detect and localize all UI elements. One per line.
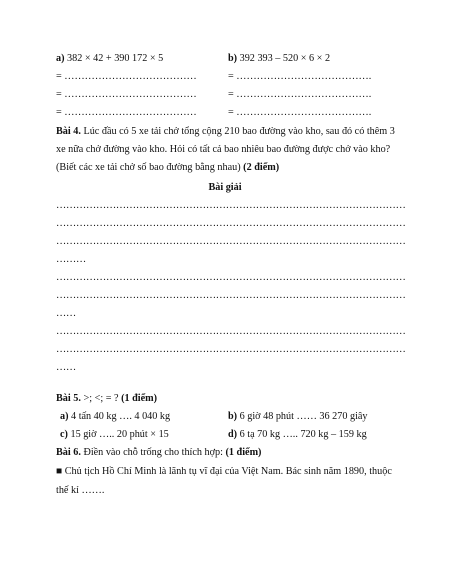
answer-line-a1: = ………………………………… bbox=[56, 71, 197, 82]
dotted-line-5: …………………………………………………………………………………………… bbox=[56, 290, 406, 301]
bai4-points: (2 điểm) bbox=[243, 162, 280, 173]
bai5-a-label: a) bbox=[60, 411, 69, 422]
bai4-text1: Lúc đầu có 5 xe tải chở tổng cộng 210 bao đường vào kho, sau đó có thêm 3 bbox=[80, 126, 395, 137]
bai5-item-c bbox=[60, 429, 169, 442]
bai6-line1 bbox=[56, 466, 392, 479]
bai5-d-text: 6 tạ 70 kg ….. 720 kg – 159 kg bbox=[237, 429, 367, 440]
bai5-b-text: 6 giờ 48 phút …… 36 270 giây bbox=[237, 411, 368, 422]
bai4-text3: (Biết các xe tải chở số bao đường bằng nhau) bbox=[56, 162, 244, 173]
expr-b-text: 392 393 – 520 × 6 × 2 bbox=[239, 53, 331, 64]
expr-a-label: a) bbox=[56, 53, 65, 64]
bai4-title: Bài 4. bbox=[56, 126, 81, 137]
expr-a bbox=[56, 53, 163, 66]
bai5-b-label: b) bbox=[228, 411, 238, 422]
bai4-line3 bbox=[56, 162, 279, 175]
dotted-line-4: …………………………………………………………………………………………… bbox=[56, 272, 406, 283]
bai5-d-label: d) bbox=[228, 429, 238, 440]
bai6-points: (1 điểm) bbox=[225, 447, 262, 458]
bai5-a-text: 4 tấn 40 kg …. 4 040 kg bbox=[68, 411, 171, 422]
answer-line-b1: = …………………………………. bbox=[228, 71, 372, 82]
bai5-prompt: >; <; = ? bbox=[80, 393, 122, 404]
solution-heading bbox=[0, 182, 450, 195]
dotted-line-short-2: …… bbox=[56, 308, 76, 319]
expr-b bbox=[228, 53, 330, 66]
bullet-icon: ■ bbox=[56, 466, 63, 477]
bai6-line2: thế kỉ ……. bbox=[56, 485, 105, 496]
bai5-c-label: c) bbox=[60, 429, 68, 440]
bai5-item-a bbox=[60, 411, 170, 424]
bai6-heading bbox=[56, 447, 261, 460]
dotted-line-6: …………………………………………………………………………………………… bbox=[56, 326, 406, 337]
answer-line-b3: = …………………………………. bbox=[228, 107, 372, 118]
bai4-line1 bbox=[56, 126, 395, 139]
bai5-points: (1 điểm) bbox=[121, 393, 158, 404]
bai5-title: Bài 5. bbox=[56, 393, 81, 404]
expr-a-text: 382 × 42 + 390 172 × 5 bbox=[67, 53, 164, 64]
solution-heading-text: Bài giải bbox=[208, 182, 242, 193]
bai6-text1: Chủ tịch Hồ Chí Minh là lãnh tụ vĩ đại của Việt Nam. Bác sinh năm 1890, thuộc bbox=[62, 466, 392, 477]
bai5-heading bbox=[56, 393, 157, 406]
answer-line-b2: = …………………………………. bbox=[228, 89, 372, 100]
bai5-c-text: 15 giờ ….. 20 phút × 15 bbox=[67, 429, 169, 440]
dotted-line-short-1: ……… bbox=[56, 254, 86, 265]
bai4-line2: xe nữa chở đường vào kho. Hỏi có tất cả bao nhiêu bao đường được chở vào kho? bbox=[56, 144, 391, 155]
dotted-line-1: …………………………………………………………………………………………… bbox=[56, 200, 406, 211]
dotted-line-2: …………………………………………………………………………………………… bbox=[56, 218, 406, 229]
bai6-title: Bài 6. bbox=[56, 447, 81, 458]
answer-line-a3: = ………………………………… bbox=[56, 107, 197, 118]
bai5-item-b bbox=[228, 411, 368, 424]
dotted-line-3: …………………………………………………………………………………………… bbox=[56, 236, 406, 247]
dotted-line-7: …………………………………………………………………………………………… bbox=[56, 344, 406, 355]
bai5-item-d bbox=[228, 429, 367, 442]
dotted-line-short-3: …… bbox=[56, 362, 76, 373]
bai6-prompt: Điền vào chỗ trống cho thích hợp: bbox=[80, 447, 226, 458]
answer-line-a2: = ………………………………… bbox=[56, 89, 197, 100]
expr-b-label: b) bbox=[228, 53, 238, 64]
